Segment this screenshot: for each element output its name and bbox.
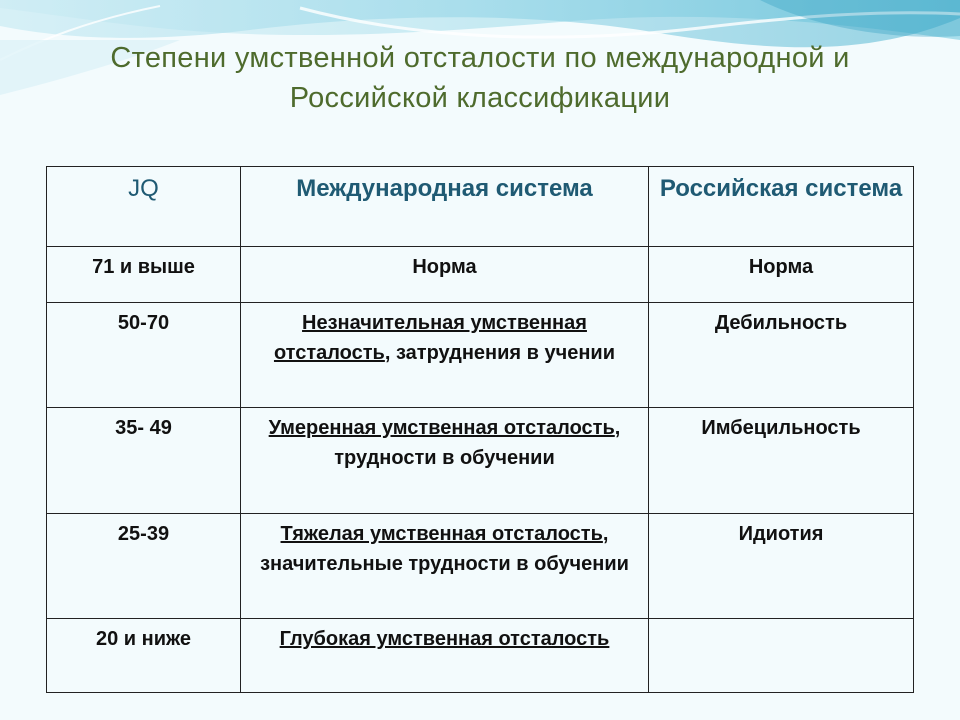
- table-header-row: [47, 167, 914, 247]
- international-term: Норма: [412, 256, 477, 278]
- international-cell: [241, 514, 649, 619]
- classification-table: [46, 166, 914, 693]
- header-jq: JQ: [47, 167, 241, 247]
- iq-cell: 35- 49: [47, 408, 241, 514]
- international-term: Умеренная умственная отсталость: [268, 417, 615, 439]
- table-row: [47, 619, 914, 693]
- slide-title: Степени умственной отсталости по международной и Российской классификации: [110, 42, 850, 114]
- russian-cell: Дебильность: [649, 303, 914, 408]
- international-note: , трудности в обучении: [334, 417, 621, 469]
- iq-cell: 50-70: [47, 303, 241, 408]
- international-term: Незначительная умственная отсталость: [273, 312, 587, 364]
- russian-cell: [649, 619, 914, 693]
- table-row: [47, 247, 914, 303]
- international-note: , значительные трудности в обучении: [260, 523, 629, 575]
- international-cell: [241, 619, 649, 693]
- international-cell: [241, 303, 649, 408]
- iq-cell: 71 и выше: [47, 247, 241, 303]
- russian-cell: Имбецильность: [649, 408, 914, 514]
- iq-cell: 25-39: [47, 514, 241, 619]
- table-row: [47, 303, 914, 408]
- international-note: , затруднения в учении: [384, 342, 616, 364]
- header-russian: Российская система: [649, 167, 914, 247]
- international-term: Тяжелая умственная отсталость: [280, 523, 603, 545]
- international-term: Глубокая умственная отсталость: [279, 628, 610, 650]
- table-row: [47, 408, 914, 514]
- international-cell: [241, 408, 649, 514]
- iq-cell: 20 и ниже: [47, 619, 241, 693]
- russian-cell: Идиотия: [649, 514, 914, 619]
- international-cell: [241, 247, 649, 303]
- table-row: [47, 514, 914, 619]
- russian-cell: Норма: [649, 247, 914, 303]
- header-international: Международная система: [241, 167, 649, 247]
